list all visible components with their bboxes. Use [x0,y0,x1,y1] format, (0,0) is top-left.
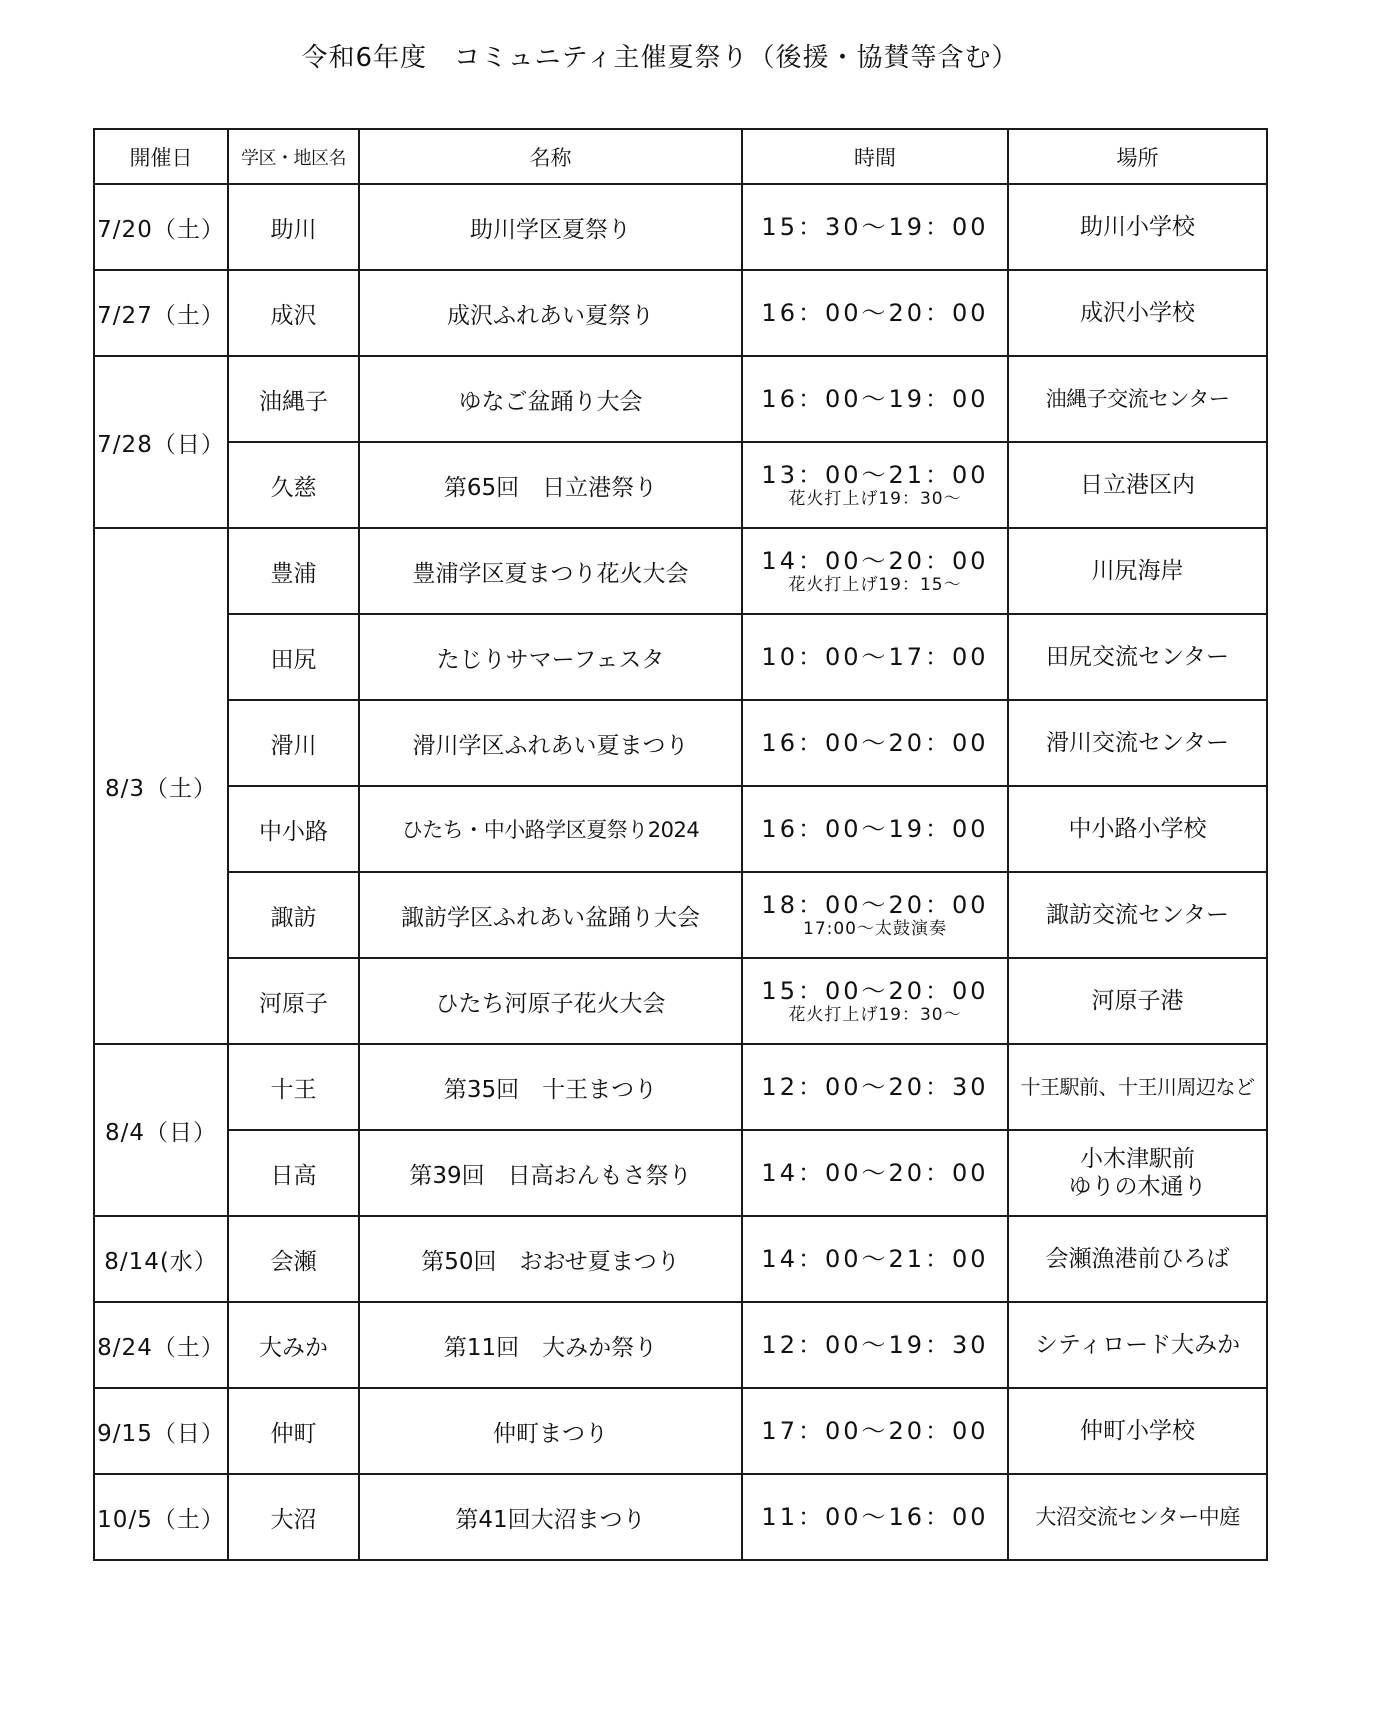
place-cell: 成沢小学校 [1008,270,1267,356]
header-area: 学区・地区名 [228,129,359,184]
place-cell: 日立港区内 [1008,442,1267,528]
table-row [94,872,1267,958]
place-cell: 諏訪交流センター [1008,872,1267,958]
table-row [94,786,1267,872]
event-name-cell: ひたち河原子花火大会 [359,958,742,1044]
time-range: 17：00～20：00 [761,1417,989,1445]
area-cell: 中小路 [228,786,359,872]
time-note: 17:00～太鼓演奏 [803,919,947,939]
time-range: 14：00～20：00 [761,1159,989,1187]
table-row [94,356,1267,442]
header-date: 開催日 [94,129,228,184]
time-range: 16：00～19：00 [761,815,989,843]
area-cell: 豊浦 [228,528,359,614]
date-cell: 9/15（日） [94,1388,228,1474]
event-name-cell: 第65回 日立港祭り [359,442,742,528]
time-cell [742,442,1008,528]
time-range: 11：00～16：00 [761,1503,989,1531]
event-name-cell: 豊浦学区夏まつり花火大会 [359,528,742,614]
place-cell: 中小路小学校 [1008,786,1267,872]
event-name-cell: 第35回 十王まつり [359,1044,742,1130]
time-cell [742,786,1008,872]
header-place: 場所 [1008,129,1267,184]
event-name-cell: 成沢ふれあい夏祭り [359,270,742,356]
time-cell [742,1044,1008,1130]
event-name-cell: ひたち・中小路学区夏祭り2024 [359,786,742,872]
event-name-cell: 第39回 日高おんもさ祭り [359,1130,742,1216]
time-range: 15：00～20：00 [761,977,989,1005]
time-cell [742,184,1008,270]
time-range: 18：00～20：00 [761,891,989,919]
time-cell [742,1474,1008,1560]
event-name-cell: 諏訪学区ふれあい盆踊り大会 [359,872,742,958]
time-range: 10：00～17：00 [761,643,989,671]
time-cell [742,1388,1008,1474]
header-name: 名称 [359,129,742,184]
table-row [94,270,1267,356]
table-row [94,528,1267,614]
time-cell [742,356,1008,442]
table-row [94,442,1267,528]
area-cell: 助川 [228,184,359,270]
table-row [94,1216,1267,1302]
header-time: 時間 [742,129,1008,184]
place-cell: 河原子港 [1008,958,1267,1044]
table-row [94,1044,1267,1130]
time-note: 花火打上げ19：30～ [788,489,962,509]
festival-schedule-table [93,128,1268,1561]
event-name-cell: 仲町まつり [359,1388,742,1474]
area-cell: 会瀬 [228,1216,359,1302]
area-cell: 諏訪 [228,872,359,958]
area-cell: 仲町 [228,1388,359,1474]
table-row [94,700,1267,786]
time-range: 13：00～21：00 [761,461,989,489]
area-cell: 成沢 [228,270,359,356]
event-name-cell: ゆなご盆踊り大会 [359,356,742,442]
table-row [94,1474,1267,1560]
table-header-row [94,129,1267,184]
date-cell: 8/24（土） [94,1302,228,1388]
event-name-cell: 助川学区夏祭り [359,184,742,270]
table-row [94,958,1267,1044]
time-range: 12：00～20：30 [761,1073,989,1101]
date-cell: 7/20（土） [94,184,228,270]
place-cell: 滑川交流センター [1008,700,1267,786]
date-cell: 8/4（日） [94,1044,228,1216]
place-cell: 仲町小学校 [1008,1388,1267,1474]
table-row [94,1302,1267,1388]
time-range: 12：00～19：30 [761,1331,989,1359]
table-row [94,1130,1267,1216]
time-note: 花火打上げ19：15～ [788,575,962,595]
time-cell [742,1216,1008,1302]
table-row [94,614,1267,700]
time-cell [742,1302,1008,1388]
place-cell: 助川小学校 [1008,184,1267,270]
area-cell: 大沼 [228,1474,359,1560]
time-range: 14：00～21：00 [761,1245,989,1273]
area-cell: 田尻 [228,614,359,700]
place-cell: 十王駅前、十王川周辺など [1008,1044,1267,1130]
area-cell: 日高 [228,1130,359,1216]
place-cell: 大沼交流センター中庭 [1008,1474,1267,1560]
time-cell [742,528,1008,614]
area-cell: 十王 [228,1044,359,1130]
date-cell: 7/28（日） [94,356,228,528]
place-cell: 川尻海岸 [1008,528,1267,614]
time-cell [742,1130,1008,1216]
place-cell: 油縄子交流センター [1008,356,1267,442]
time-range: 16：00～20：00 [761,729,989,757]
place-line: ゆりの木通り [1068,1174,1207,1200]
time-cell [742,270,1008,356]
event-name-cell: 第11回 大みか祭り [359,1302,742,1388]
area-cell: 河原子 [228,958,359,1044]
date-cell: 8/14(水） [94,1216,228,1302]
place-cell [1008,1130,1267,1216]
time-note: 花火打上げ19：30～ [788,1005,962,1025]
area-cell: 大みか [228,1302,359,1388]
date-cell: 8/3（土） [94,528,228,1044]
table-row [94,1388,1267,1474]
time-range: 15：30～19：00 [761,213,989,241]
time-cell [742,700,1008,786]
time-cell [742,872,1008,958]
area-cell: 久慈 [228,442,359,528]
event-name-cell: 第50回 おおせ夏まつり [359,1216,742,1302]
time-cell [742,614,1008,700]
page-title: 令和6年度 コミュニティ主催夏祭り（後援・協賛等含む） [301,43,1019,74]
event-name-cell: たじりサマーフェスタ [359,614,742,700]
event-name-cell: 第41回大沼まつり [359,1474,742,1560]
place-cell: シティロード大みか [1008,1302,1267,1388]
time-range: 16：00～20：00 [761,299,989,327]
time-range: 16：00～19：00 [761,385,989,413]
event-name-cell: 滑川学区ふれあい夏まつり [359,700,742,786]
area-cell: 油縄子 [228,356,359,442]
time-range: 14：00～20：00 [761,547,989,575]
area-cell: 滑川 [228,700,359,786]
place-cell: 田尻交流センター [1008,614,1267,700]
date-cell: 10/5（土） [94,1474,228,1560]
time-cell [742,958,1008,1044]
table-row [94,184,1267,270]
date-cell: 7/27（土） [94,270,228,356]
place-cell: 会瀬漁港前ひろば [1008,1216,1267,1302]
place-line: 小木津駅前 [1080,1146,1195,1172]
